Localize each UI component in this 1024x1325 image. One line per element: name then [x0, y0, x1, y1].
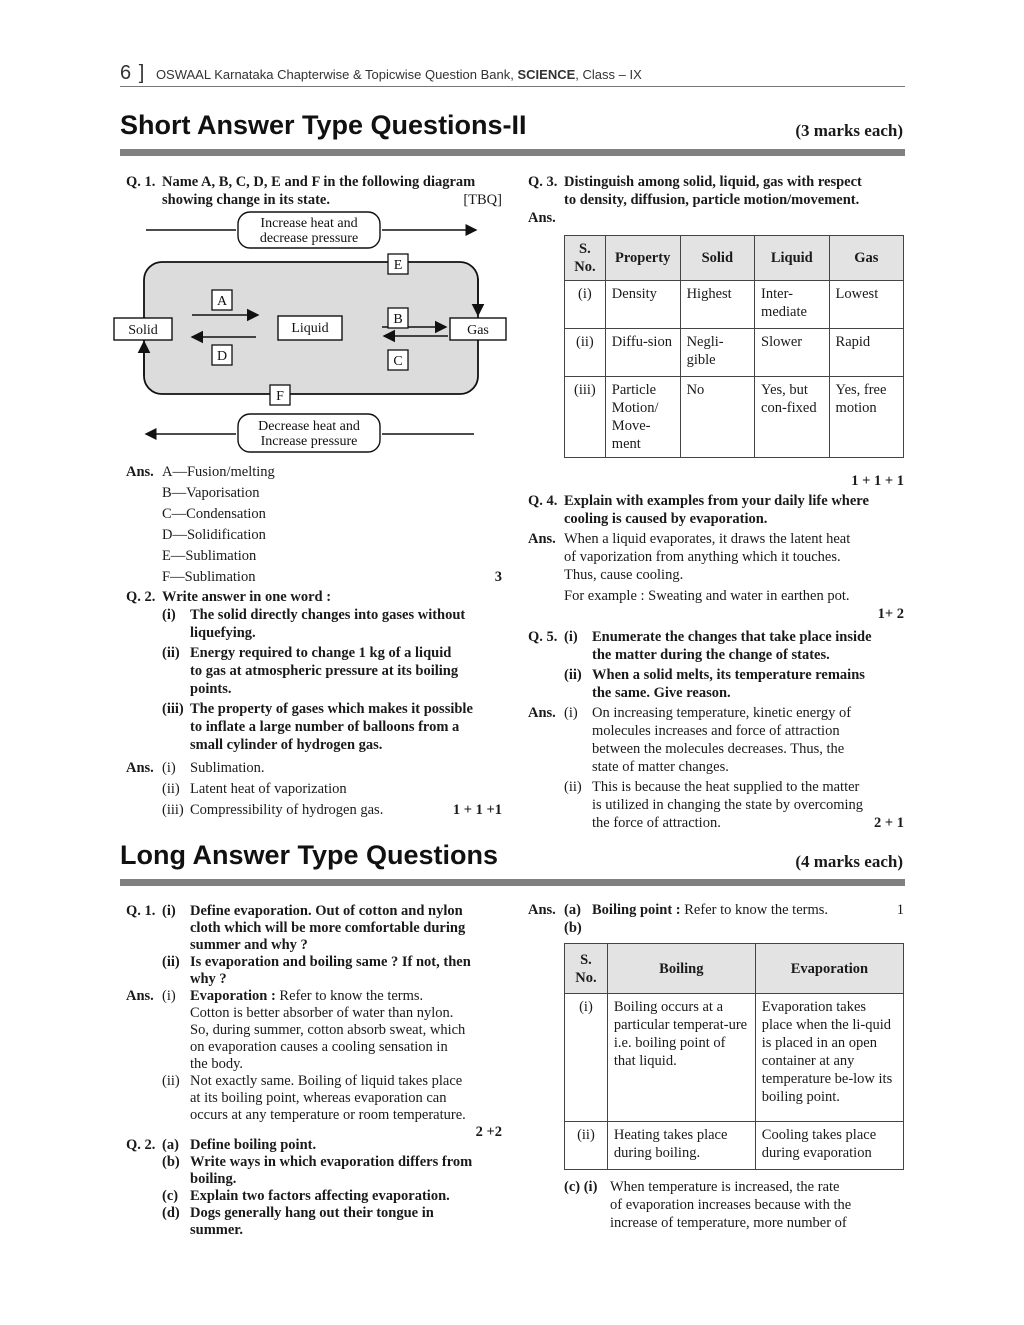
lans-c-l1: When temperature is increased, the rate — [610, 1179, 840, 1195]
lans-r2-c3: Cooling takes place during evaporation — [755, 1122, 903, 1170]
q3-r2-c3: Negli-gible — [680, 329, 754, 377]
q3-r3-c1: (iii) — [565, 377, 606, 458]
label-e: E — [393, 258, 403, 273]
q5-ii-l2: the same. Give reason. — [592, 685, 731, 701]
q2-item-2-l2: to gas at atmospheric pressure at its boiling — [190, 663, 459, 679]
lans-b-label: (b) — [564, 920, 582, 936]
label-b: B — [393, 312, 403, 327]
q3-r1-c1: (i) — [565, 281, 606, 329]
q4-example: For example : Sweating and water in earthen pot. — [564, 588, 850, 604]
lq2-d-l2: summer. — [190, 1222, 244, 1238]
table-row — [565, 377, 904, 458]
lans-label: Ans. — [528, 902, 556, 918]
q3-r3-c3: No — [680, 377, 754, 458]
q5-a1-l2: molecules increases and force of attraction — [592, 723, 840, 739]
lq2-a-l1: Define boiling point. — [190, 1137, 317, 1153]
lq2-b-l2: boiling. — [190, 1171, 237, 1187]
lq2-d-l1: Dogs generally hang out their tongue in — [190, 1205, 434, 1221]
q2-number: Q. 2. — [126, 589, 156, 605]
lq2-a-label: (a) — [162, 1137, 179, 1153]
q3-r2-c4: Slower — [755, 329, 830, 377]
q2-ans-2: Latent heat of vaporization — [190, 781, 347, 797]
q3-ans-label: Ans. — [528, 210, 556, 226]
q5-a1-l3: between the molecules decreases. Thus, the — [592, 741, 845, 757]
q1-answer-a: A—Fusion/melting — [162, 464, 275, 480]
lq1-i-l2: cloth which will be more comfortable during — [190, 920, 466, 936]
lans-th-evaporation: Evaporation — [755, 944, 903, 994]
lans-th-boiling: Boiling — [607, 944, 755, 994]
q3-r3-c5: Yes, free motion — [829, 377, 903, 458]
q4-ans-l2: of vaporization from anything which it touches. — [564, 549, 841, 565]
label-c: C — [393, 354, 403, 369]
lans-table-header — [565, 944, 904, 994]
lq1-ii-label: (ii) — [162, 954, 180, 970]
question-2 — [126, 588, 502, 821]
q2-item-2-l3: points. — [190, 681, 232, 697]
q3-r2-c1: (ii) — [565, 329, 606, 377]
lans-a-marks: 1 — [896, 902, 904, 918]
lq1-a1-term: Evaporation : — [190, 988, 276, 1004]
q5-i-label: (i) — [564, 629, 578, 645]
q3-th-gas: Gas — [829, 236, 903, 281]
lq1-a1-l3: on evaporation causes a cooling sensation in — [190, 1039, 448, 1055]
solid-label: Solid — [128, 323, 158, 338]
q2-item-3-l2: to inflate a large number of balloons from a — [190, 719, 460, 735]
question-5 — [528, 628, 904, 832]
q3-r1-c5: Lowest — [829, 281, 903, 329]
section-marks-long: (4 marks each) — [795, 852, 903, 871]
top-label-line2: decrease pressure — [259, 231, 359, 246]
lans-a-ref: Refer to know the terms. — [680, 902, 829, 918]
q4-text-2: cooling is caused by evaporation. — [564, 511, 768, 527]
q2-marks: 1 + 1 +1 — [452, 802, 502, 818]
q4-ans-l1: When a liquid evaporates, it draws the latent heat — [564, 531, 851, 547]
q3-r2-c5: Rapid — [829, 329, 903, 377]
q4-text-1: Explain with examples from your daily life where — [564, 493, 869, 509]
subject-name: SCIENCE — [517, 67, 576, 82]
running-header — [120, 62, 905, 85]
long-question-1 — [126, 903, 502, 1141]
q1-text-2: showing change in its state. — [162, 192, 330, 208]
q3-r1-c3: Highest — [680, 281, 754, 329]
book-title: OSWAAL Karnataka Chapterwise & Topicwise Question Bank, — [155, 67, 514, 82]
label-d: D — [216, 349, 228, 364]
q2-ans-1: Sublimation. — [190, 760, 265, 776]
label-f: F — [276, 389, 284, 404]
q5-a2-l2: is utilized in changing the state by overcoming — [592, 797, 864, 813]
q3-th-property: Property — [605, 236, 680, 281]
lans-a-term: Boiling point : — [592, 902, 681, 918]
lq1-a2-label: (ii) — [162, 1073, 180, 1089]
lans-r2-c2: Heating takes place during boiling. — [607, 1122, 755, 1170]
lans-r1-c2: Boiling occurs at a particular temperat-ure i.e. boiling point of that liquid. — [607, 994, 755, 1122]
q5-a1-l4: state of matter changes. — [592, 759, 729, 775]
header-rule — [120, 86, 905, 87]
lq1-a2-l3: occurs at any temperature or room temperature. — [190, 1107, 466, 1123]
q1-ans-label: Ans. — [126, 464, 154, 480]
liquid-label: Liquid — [291, 321, 329, 336]
q3-r1-c4: Inter-mediate — [755, 281, 830, 329]
lq1-a1-l1: Cotton is better absorber of water than nylon. — [190, 1005, 454, 1021]
q4-marks: 1+ 2 — [877, 606, 904, 622]
q2-item-2-l1: Energy required to change 1 kg of a liquid — [190, 645, 452, 661]
class-label: , Class – IX — [575, 67, 642, 82]
q4-ans-l3: Thus, cause cooling. — [564, 567, 684, 583]
q1-answer-b: B—Vaporisation — [162, 485, 260, 501]
q5-ans-label: Ans. — [528, 705, 556, 721]
q1-answer-c: C—Condensation — [162, 506, 266, 522]
q2-item-1-l2: liquefying. — [190, 625, 256, 641]
q1-tag: [TBQ] — [463, 192, 502, 208]
q2-item-1-label: (i) — [162, 607, 176, 623]
lans-c-l3: increase of temperature, more number of — [610, 1215, 847, 1231]
q1-marks: 3 — [494, 569, 502, 585]
q5-a2-label: (ii) — [564, 779, 582, 795]
question-1 — [126, 173, 502, 209]
q3-table-header — [565, 236, 904, 281]
lq2-b-label: (b) — [162, 1154, 180, 1170]
q2-item-3-l1: The property of gases which makes it possible — [190, 701, 473, 717]
q3-r2-c2: Diffu-sion — [605, 329, 680, 377]
bottom-label-line2: Increase pressure — [260, 434, 358, 449]
q3-th-solid: Solid — [680, 236, 754, 281]
label-a: A — [216, 294, 228, 309]
question-4 — [528, 492, 904, 623]
q2-item-3-label: (iii) — [162, 701, 184, 717]
q3-text-1: Distinguish among solid, liquid, gas with respect — [564, 174, 862, 190]
lq1-i-l3: summer and why ? — [190, 937, 308, 953]
lq2-b-l1: Write ways in which evaporation differs from — [190, 1154, 473, 1170]
lq1-a1-l2: So, during summer, cotton absorb sweat, which — [190, 1022, 466, 1038]
lans-r1-c1: (i) — [565, 994, 608, 1122]
q2-ans-3-label: (iii) — [162, 802, 184, 818]
table-row — [565, 329, 904, 377]
lq1-ii-l1: Is evaporation and boiling same ? If not, then — [190, 954, 471, 970]
lq1-i-label: (i) — [162, 903, 176, 919]
bottom-label-line1: Decrease heat and — [258, 419, 360, 434]
q3-marks: 1 + 1 + 1 — [851, 473, 904, 489]
q3-r3-c4: Yes, but con-fixed — [755, 377, 830, 458]
q5-ii-label: (ii) — [564, 667, 582, 683]
q2-item-3-l3: small cylinder of hydrogen gas. — [190, 737, 383, 753]
lans-c-label: (c) (i) — [564, 1179, 598, 1195]
boiling-evaporation-table — [564, 943, 904, 1170]
q2-item-1-l1: The solid directly changes into gases without — [190, 607, 466, 623]
q2-ans-3: Compressibility of hydrogen gas. — [190, 802, 384, 818]
q5-a1-l1: On increasing temperature, kinetic energy of — [592, 705, 852, 721]
q1-answer-e: E—Sublimation — [162, 548, 257, 564]
lans-c — [564, 1178, 904, 1232]
q2-item-2-label: (ii) — [162, 645, 180, 661]
lq1-a1-ref: Refer to know the terms. — [275, 988, 424, 1004]
lans-r2-c1: (ii) — [565, 1122, 608, 1170]
q5-number: Q. 5. — [528, 629, 558, 645]
section-title-short: Short Answer Type Questions-II — [120, 110, 527, 140]
lq1-a1-l4: the body. — [190, 1056, 244, 1072]
lans-th-sno: S. No. — [565, 944, 608, 994]
q3-number: Q. 3. — [528, 174, 558, 190]
lq1-ans-label: Ans. — [126, 988, 154, 1004]
table-row — [565, 1122, 904, 1170]
table-row — [565, 994, 904, 1122]
q3-r1-c2: Density — [605, 281, 680, 329]
q3-th-liquid: Liquid — [755, 236, 830, 281]
section-title-long: Long Answer Type Questions — [120, 840, 499, 870]
lans-r1-c3: Evaporation takes place when the li-quid is placed in an open container at any temperature be-low its boiling point. — [755, 994, 903, 1122]
lq1-a2-l1: Not exactly same. Boiling of liquid takes place — [190, 1073, 463, 1089]
q1-answer-d: D—Solidification — [162, 527, 266, 543]
q1-text-1: Name A, B, C, D, E and F in the following diagram — [162, 174, 476, 190]
q1-answer-f: F—Sublimation — [162, 569, 256, 585]
header-bracket: ] — [138, 62, 145, 84]
lq2-number: Q. 2. — [126, 1137, 156, 1153]
q3-th-sno: S. No. — [565, 236, 606, 281]
q4-number: Q. 4. — [528, 493, 558, 509]
q2-ans-1-label: (i) — [162, 760, 176, 776]
q4-ans-label: Ans. — [528, 531, 556, 547]
lq2-d-label: (d) — [162, 1205, 180, 1221]
q5-i-l2: the matter during the change of states. — [592, 647, 830, 663]
q2-ans-2-label: (ii) — [162, 781, 180, 797]
lq1-i-l1: Define evaporation. Out of cotton and nylon — [190, 903, 463, 919]
lq1-marks: 2 +2 — [475, 1124, 502, 1140]
state-change-diagram — [110, 208, 510, 458]
section-marks-short: (3 marks each) — [795, 121, 903, 140]
section-bar-long — [120, 879, 905, 886]
q3-r3-c2: Particle Motion/ Move-ment — [605, 377, 680, 458]
lans-c-l2: of evaporation increases because with the — [610, 1197, 852, 1213]
top-label-line1: Increase heat and — [260, 216, 358, 231]
section-bar-short — [120, 149, 905, 156]
q3-table — [564, 235, 904, 458]
q5-a2-l3: the force of attraction. — [592, 815, 721, 831]
table-row — [565, 281, 904, 329]
lq1-ii-l2: why ? — [190, 971, 227, 987]
gas-label: Gas — [467, 323, 489, 338]
q2-ans-label: Ans. — [126, 760, 154, 776]
q5-ii-l1: When a solid melts, its temperature remains — [592, 667, 865, 683]
q2-text: Write answer in one word : — [162, 589, 332, 605]
lq1-a1-label: (i) — [162, 988, 176, 1004]
lq1-number: Q. 1. — [126, 903, 156, 919]
long-question-2 — [126, 1137, 502, 1239]
lq2-c-label: (c) — [162, 1188, 179, 1204]
q5-i-l1: Enumerate the changes that take place inside — [592, 629, 872, 645]
q5-a2-l1: This is because the heat supplied to the matter — [592, 779, 860, 795]
question-3 — [528, 173, 904, 227]
q1-answers — [126, 462, 502, 588]
q1-number: Q. 1. — [126, 174, 156, 190]
q5-marks: 2 + 1 — [873, 815, 904, 831]
lq2-c-l1: Explain two factors affecting evaporation. — [190, 1188, 450, 1204]
q3-text-2: to density, diffusion, particle motion/movement. — [564, 192, 860, 208]
q5-a1-label: (i) — [564, 705, 578, 721]
lq1-a2-l2: at its boiling point, whereas evaporation can — [190, 1090, 447, 1106]
page-number: 6 — [120, 62, 132, 84]
long-answers — [528, 901, 904, 937]
lans-a-label: (a) — [564, 902, 581, 918]
